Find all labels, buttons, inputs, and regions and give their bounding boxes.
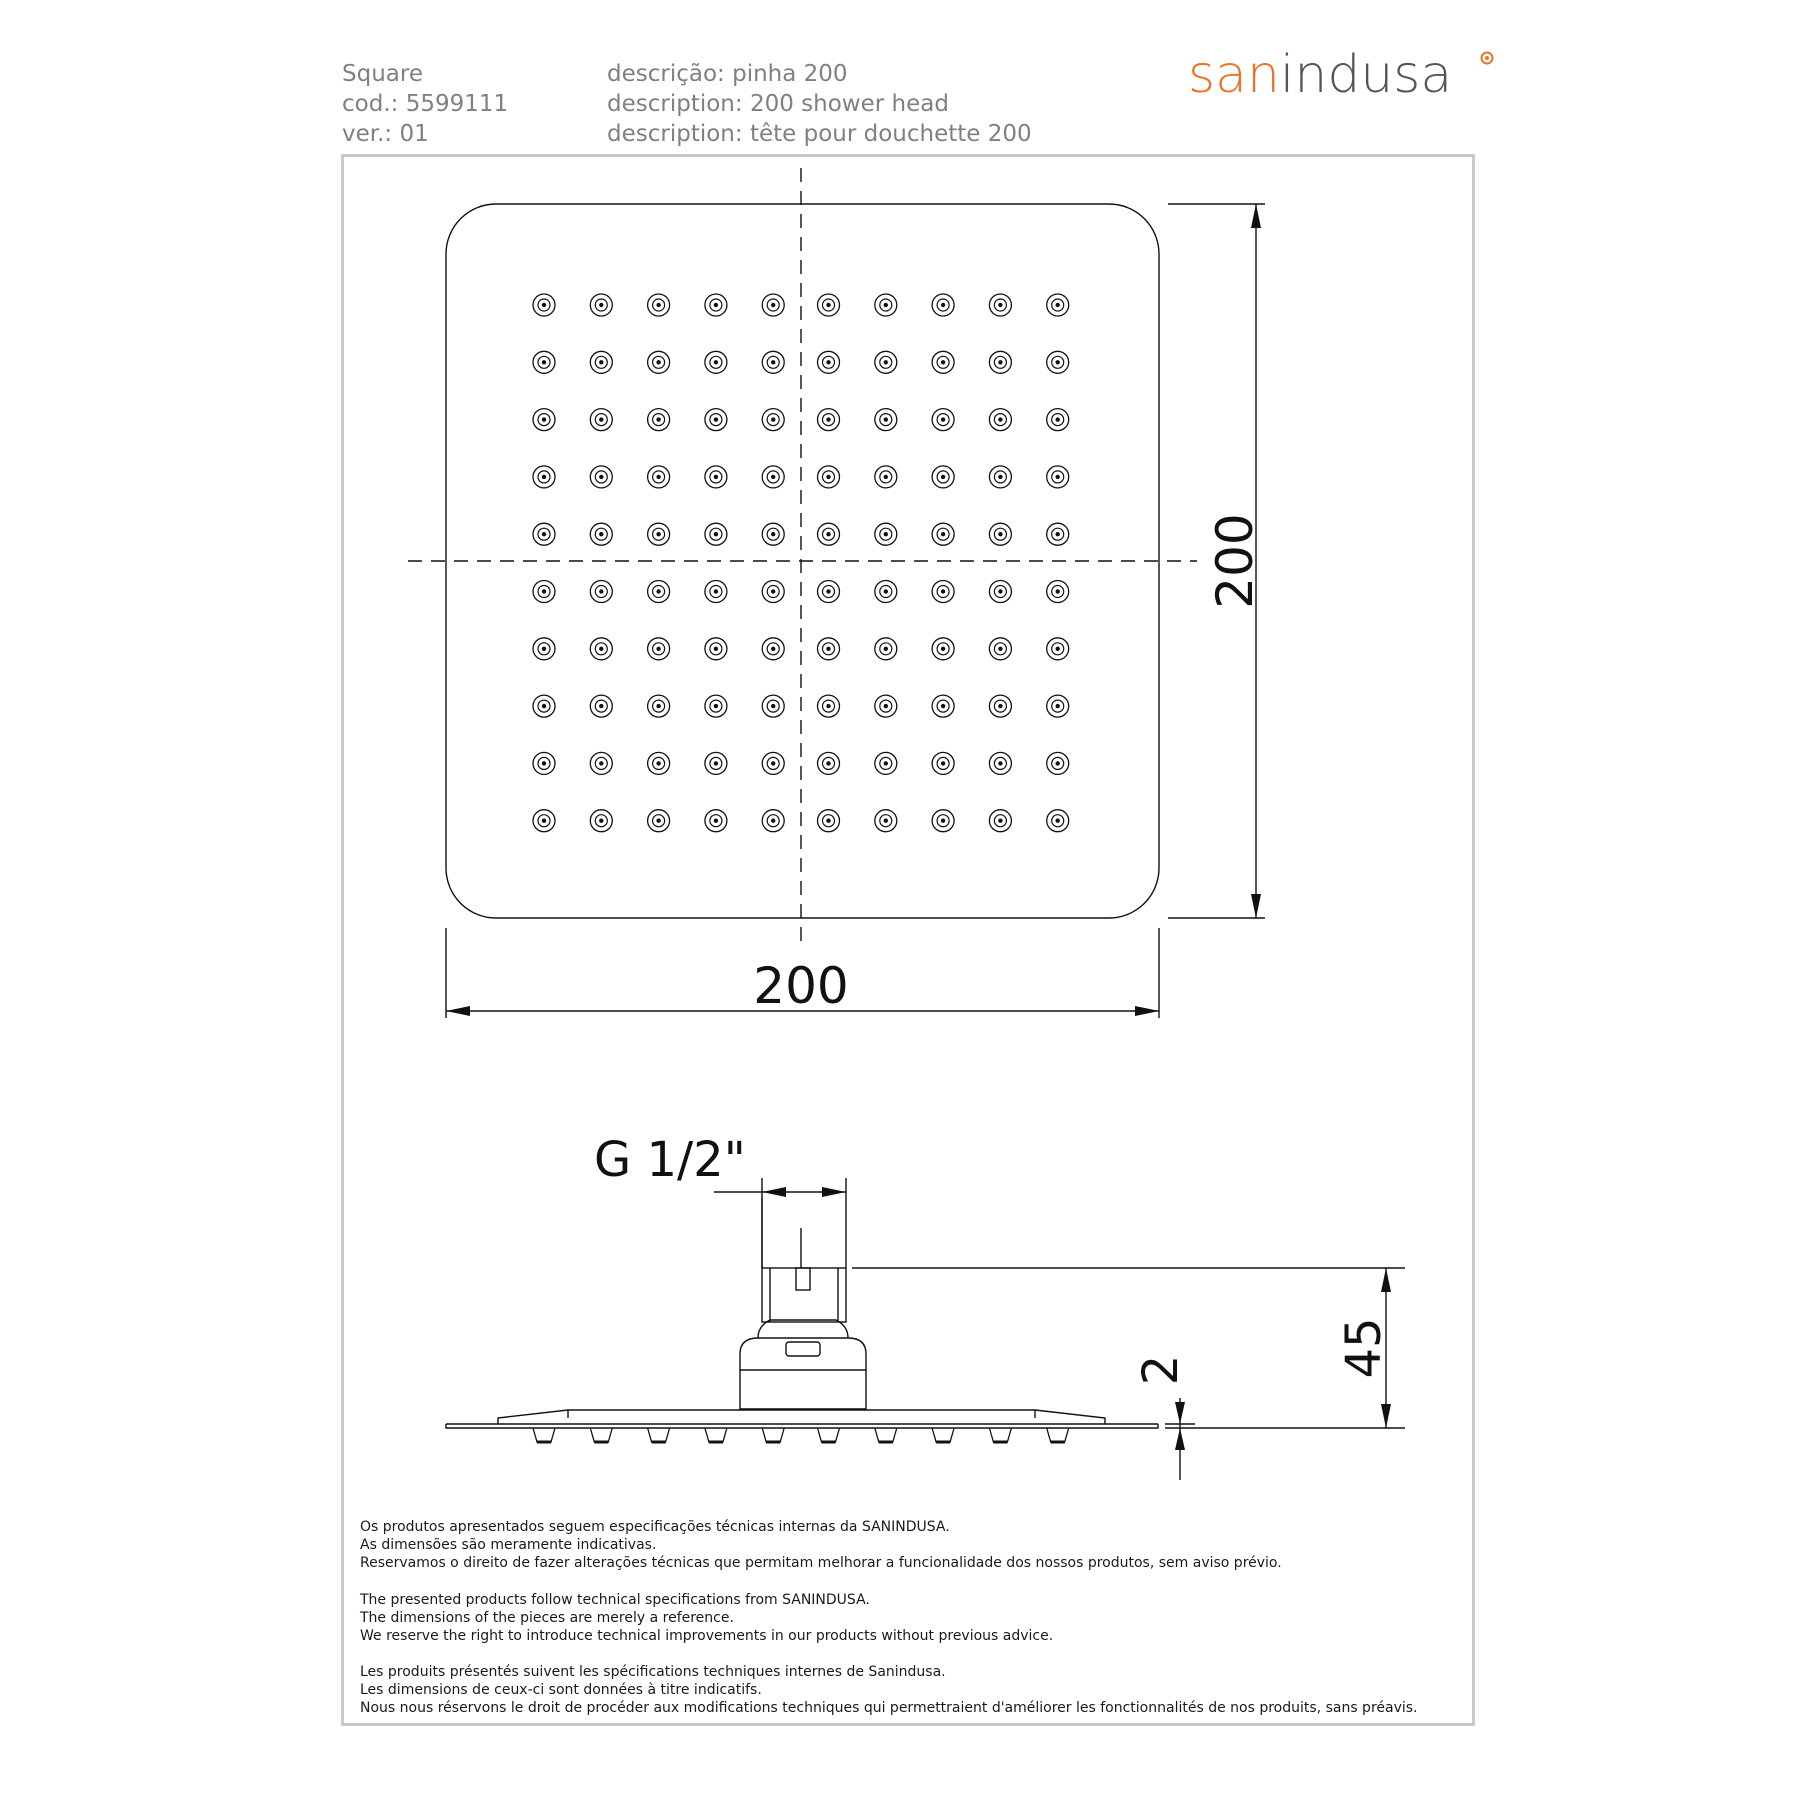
nozzle-icon	[533, 466, 555, 488]
note-line: We reserve the right to introduce technical improvements in our products without previous advice.	[360, 1628, 1054, 1644]
nozzle-icon	[762, 294, 784, 316]
nozzle-icon	[533, 523, 555, 545]
nozzle-icon	[590, 351, 612, 373]
nozzle-icon	[762, 810, 784, 832]
side-nozzles	[533, 1428, 1069, 1442]
thread-size-label: G 1/2"	[594, 1132, 746, 1188]
nozzle-icon	[932, 752, 954, 774]
nozzle-icon	[818, 523, 840, 545]
nozzle-icon	[818, 810, 840, 832]
product-name: Square	[342, 61, 423, 87]
nozzle-icon	[932, 695, 954, 717]
nozzle-icon	[818, 638, 840, 660]
nozzle-icon	[705, 294, 727, 316]
nozzle-icon	[762, 466, 784, 488]
nut-notch	[796, 1268, 810, 1290]
note-line: The dimensions of the pieces are merely a reference.	[360, 1610, 734, 1626]
nozzle-icon	[705, 466, 727, 488]
nozzle-icon	[533, 752, 555, 774]
note-line: Os produtos apresentados seguem especificações técnicas internas da SANINDUSA.	[360, 1519, 950, 1535]
nozzle-icon	[590, 752, 612, 774]
side-nozzle-icon	[989, 1428, 1011, 1442]
nozzle-icon	[590, 294, 612, 316]
description-en: description: 200 shower head	[607, 91, 949, 117]
nozzle-icon	[705, 523, 727, 545]
nozzle-icon	[989, 695, 1011, 717]
note-line: Les dimensions de ceux-ci sont données à titre indicatifs.	[360, 1682, 762, 1698]
nozzle-icon	[818, 351, 840, 373]
connector-nut	[762, 1268, 846, 1322]
nozzle-icon	[1047, 466, 1069, 488]
nozzle-icon	[590, 466, 612, 488]
nozzle-icon	[590, 638, 612, 660]
note-line: Les produits présentés suivent les spécifications techniques internes de Sanindusa.	[360, 1664, 946, 1680]
product-version: ver.: 01	[342, 121, 429, 147]
description-fr: description: tête pour douchette 200	[607, 121, 1032, 147]
arrow-head	[446, 1006, 470, 1016]
arrow-head	[1381, 1404, 1391, 1428]
nozzle-icon	[705, 752, 727, 774]
arrow-head	[762, 1187, 786, 1197]
nozzle-icon	[932, 810, 954, 832]
note-line: The presented products follow technical specifications from SANINDUSA.	[360, 1592, 870, 1608]
nozzle-icon	[705, 810, 727, 832]
arrow-head	[1381, 1268, 1391, 1292]
nozzle-icon	[762, 523, 784, 545]
nozzle-icon	[533, 638, 555, 660]
nozzle-icon	[818, 466, 840, 488]
nozzle-icon	[762, 752, 784, 774]
note-line: Reservamos o direito de fazer alterações técnicas que permitam melhorar a funcionalidade dos nossos produtos, sem aviso prévio.	[360, 1555, 1282, 1571]
nozzle-icon	[762, 409, 784, 431]
total-height-label: 45	[1336, 1317, 1392, 1379]
nozzle-icon	[818, 294, 840, 316]
notes-portuguese	[360, 1518, 1282, 1572]
nozzle-icon	[648, 695, 670, 717]
nozzle-icon	[989, 810, 1011, 832]
description-pt: descrição: pinha 200	[607, 61, 848, 87]
arrow-head	[1135, 1006, 1159, 1016]
nozzle-icon	[590, 695, 612, 717]
nozzle-icon	[705, 409, 727, 431]
plate-thickness-label: 2	[1133, 1354, 1189, 1386]
nozzle-icon	[1047, 581, 1069, 603]
nozzle-icon	[875, 810, 897, 832]
nozzle-icon	[533, 409, 555, 431]
nozzle-icon	[875, 466, 897, 488]
nozzle-icon	[590, 581, 612, 603]
nozzle-icon	[648, 351, 670, 373]
arrow-head	[1175, 1428, 1185, 1450]
side-nozzle-icon	[875, 1428, 897, 1442]
arrow-head	[1251, 894, 1261, 918]
nozzle-icon	[648, 581, 670, 603]
nozzle-icon	[875, 351, 897, 373]
nozzle-icon	[762, 351, 784, 373]
nozzle-icon	[989, 351, 1011, 373]
side-nozzle-icon	[533, 1428, 555, 1442]
logo-text-san: san	[1188, 45, 1280, 105]
nozzle-icon	[533, 294, 555, 316]
side-nozzle-icon	[648, 1428, 670, 1442]
nozzle-icon	[648, 523, 670, 545]
nozzle-icon	[1047, 810, 1069, 832]
nozzle-icon	[590, 810, 612, 832]
nozzle-icon	[932, 523, 954, 545]
nozzle-icon	[1047, 523, 1069, 545]
nozzle-icon	[818, 695, 840, 717]
nozzle-icon	[533, 581, 555, 603]
nozzle-icon	[648, 466, 670, 488]
nozzle-icon	[590, 409, 612, 431]
ball-joint-slot	[786, 1342, 820, 1356]
nozzle-icon	[989, 638, 1011, 660]
nozzle-icon	[1047, 752, 1069, 774]
logo-text-indusa: indusa	[1279, 45, 1453, 105]
arrow-head	[822, 1187, 846, 1197]
note-line: Nous nous réservons le droit de procéder aux modifications techniques qui permettraient d'améliorer les fonctionnalités de nos produits, sans préavis.	[360, 1700, 1418, 1716]
nozzle-icon	[533, 810, 555, 832]
side-nozzle-icon	[590, 1428, 612, 1442]
nozzle-icon	[875, 752, 897, 774]
nozzle-icon	[590, 523, 612, 545]
nozzle-icon	[705, 695, 727, 717]
nozzle-icon	[533, 351, 555, 373]
nozzle-icon	[705, 581, 727, 603]
nozzle-icon	[648, 409, 670, 431]
nozzle-icon	[875, 409, 897, 431]
nozzle-icon	[932, 581, 954, 603]
plate-side-top	[446, 1410, 1158, 1424]
height-dimension-label: 200	[1206, 513, 1264, 609]
notes-english	[360, 1591, 1053, 1645]
nozzle-icon	[989, 752, 1011, 774]
note-line: As dimensões são meramente indicativas.	[360, 1537, 657, 1553]
nozzle-icon	[989, 409, 1011, 431]
nozzle-icon	[989, 581, 1011, 603]
side-nozzle-icon	[932, 1428, 954, 1442]
nozzle-icon	[1047, 638, 1069, 660]
nozzle-icon	[1047, 294, 1069, 316]
nozzle-icon	[762, 638, 784, 660]
ball-joint-body	[740, 1338, 866, 1409]
nozzle-icon	[932, 466, 954, 488]
nozzle-icon	[705, 351, 727, 373]
nozzle-icon	[932, 638, 954, 660]
arrow-head	[1251, 204, 1261, 228]
nozzle-icon	[648, 638, 670, 660]
side-nozzle-icon	[762, 1428, 784, 1442]
nozzle-icon	[875, 581, 897, 603]
nozzle-icon	[989, 294, 1011, 316]
nozzle-icon	[1047, 409, 1069, 431]
nozzle-icon	[875, 294, 897, 316]
nozzle-icon	[989, 466, 1011, 488]
nozzle-icon	[932, 409, 954, 431]
side-nozzle-icon	[818, 1428, 840, 1442]
width-dimension-label: 200	[753, 957, 849, 1015]
nozzle-icon	[932, 351, 954, 373]
nozzle-icon	[989, 523, 1011, 545]
nozzle-icon	[1047, 351, 1069, 373]
nozzle-icon	[762, 695, 784, 717]
nozzle-icon	[1047, 695, 1069, 717]
nozzle-icon	[932, 294, 954, 316]
side-nozzle-icon	[705, 1428, 727, 1442]
product-code: cod.: 5599111	[342, 91, 509, 117]
nozzle-icon	[818, 752, 840, 774]
nozzle-icon	[533, 695, 555, 717]
nozzle-icon	[705, 638, 727, 660]
arrow-head	[1175, 1402, 1185, 1424]
nozzle-icon	[875, 638, 897, 660]
nozzle-icon	[762, 581, 784, 603]
nozzle-icon	[648, 810, 670, 832]
nozzle-icon	[648, 752, 670, 774]
nozzle-icon	[875, 695, 897, 717]
side-nozzle-icon	[1047, 1428, 1069, 1442]
nozzle-icon	[648, 294, 670, 316]
nozzle-icon	[818, 409, 840, 431]
notes-french	[360, 1663, 1418, 1717]
nozzle-icon	[818, 581, 840, 603]
nozzle-icon	[875, 523, 897, 545]
